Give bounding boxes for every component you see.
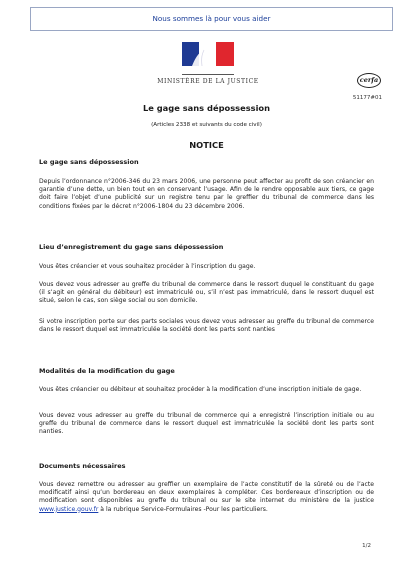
paragraph: Vous êtes créancier et vous souhaitez procéder à l’inscription du gage. — [39, 263, 256, 270]
section-heading: Le gage sans dépossession — [39, 158, 139, 166]
notice-heading: NOTICE — [189, 140, 224, 150]
page-number: 1/2 — [362, 543, 371, 549]
paragraph — [39, 481, 374, 514]
form-reference: 51177#01 — [352, 95, 382, 101]
section-heading: Documents nécessaires — [39, 462, 126, 470]
banner-text: Nous sommes là pour vous aider — [152, 14, 271, 23]
marianne-flag-icon — [182, 42, 234, 68]
paragraph: Vous devez vous adresser au greffe du tribunal de commerce qui a enregistré l’inscription initiale ou au greffe du tribunal de commerce dans le ressort duquel est immatriculée la société dont les parts sont nanties. — [39, 412, 374, 436]
paragraph-text: Vous devez remettre ou adresser au greffier un exemplaire de l’acte constitutif de la sûreté ou de l’acte modificatif ainsi qu’un bordereau en deux exemplaires à compléter. Ces bordereaux d’inscription ou de modification sont disponibles au greffe du tribunal ou sur le site internet du ministère de la justice — [39, 481, 374, 505]
paragraph: Vous devez vous adresser au greffe du tribunal de commerce dans le ressort duquel le constituant du gage (il s’agit en général du débiteur) est immatriculé ou, s’il n’est pas immatriculé, dans le ressort duquel est situé, selon le cas, son siège social ou son domicile. — [39, 281, 374, 305]
ministry-name: MINISTÈRE DE LA JUSTICE — [157, 78, 259, 85]
paragraph-text-end: à la rubrique Service-Formulaires -Pour les particuliers. — [98, 505, 268, 513]
section-heading: Modalités de la modification du gage — [39, 367, 175, 375]
document-subtitle: (Articles 2338 et suivants du code civil) — [151, 122, 262, 128]
paragraph: Vous êtes créancier ou débiteur et souhaitez procéder à la modification d’une inscription initiale de gage. — [39, 386, 362, 393]
logo-rule — [182, 74, 234, 75]
top-banner — [30, 7, 393, 31]
document-title: Le gage sans dépossession — [142, 103, 271, 113]
ministry-logo — [138, 42, 278, 85]
section-heading: Lieu d’enregistrement du gage sans dépossession — [39, 243, 224, 251]
justice-website-link[interactable]: www.justice.gouv.fr — [39, 505, 99, 513]
cerfa-logo: cerfa — [357, 73, 381, 88]
paragraph: Depuis l’ordonnance n°2006-346 du 23 mars 2006, une personne peut affecter au profit de son créancier en garantie d’une dette, un bien tout en en conservant l’usage. Afin de le rendre opposable aux tiers, ce gage doit faire l’objet d’une publicité sur un registre tenu par le greffier du tribunal de commerce dans les conditions fixées par le décret n°2006-1804 du 23 décembre 2006. — [39, 178, 374, 210]
paragraph: Si votre inscription porte sur des parts sociales vous devez vous adresser au greffe du tribunal de commerce dans le ressort duquel est immatriculée la société dont les parts sont nanties — [39, 318, 374, 334]
